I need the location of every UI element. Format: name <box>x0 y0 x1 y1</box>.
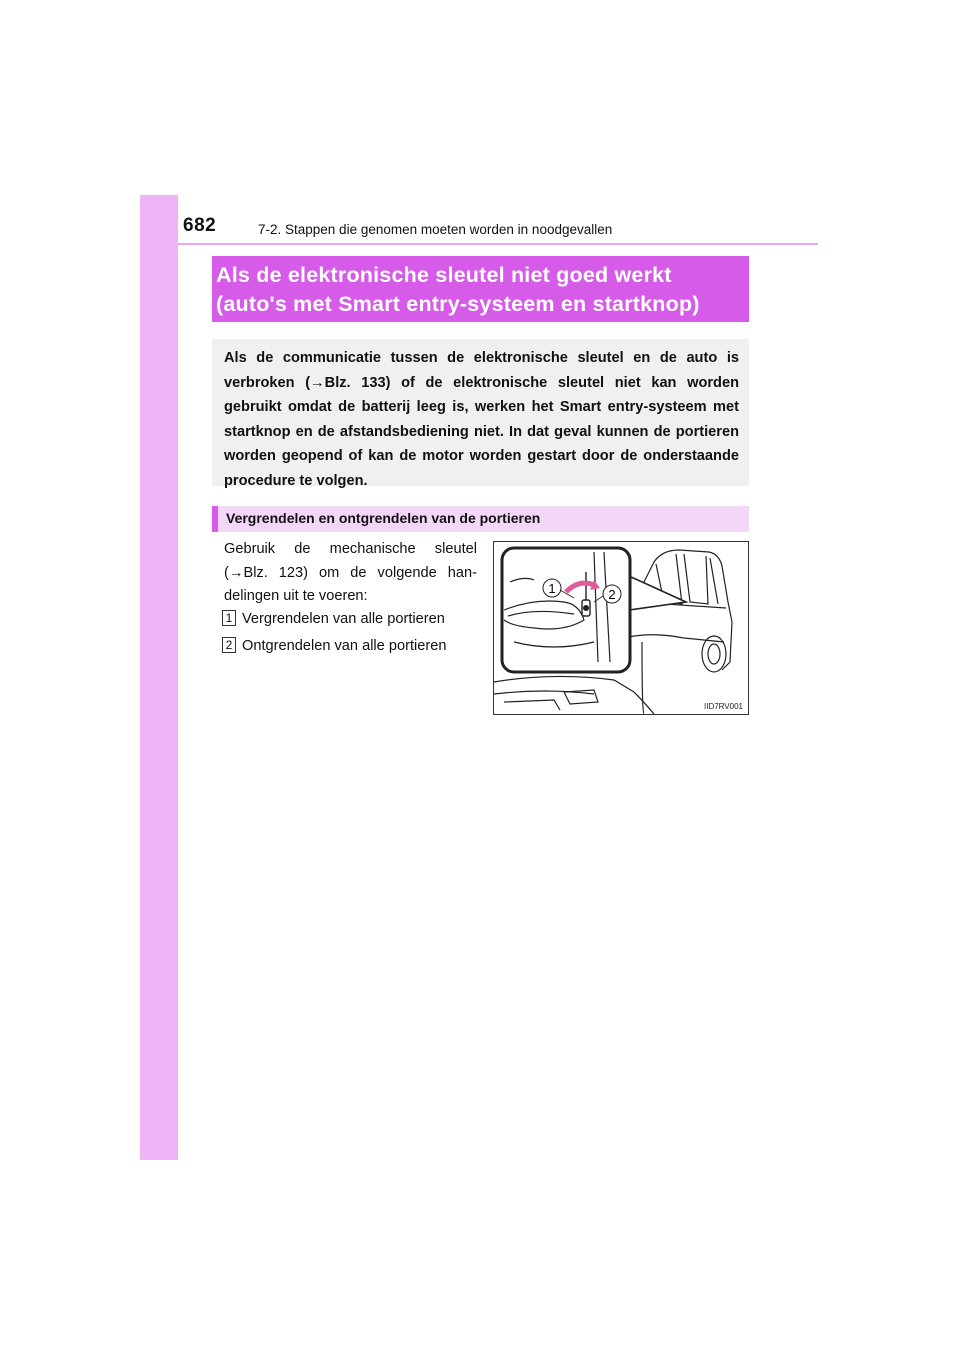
instruction-text: Gebruik de mechanische sleutel (→Blz. 123) om de volgende han-delingen uit te voeren: <box>224 541 477 604</box>
step-text: Ontgrendelen van alle portieren <box>242 638 447 654</box>
side-color-strip <box>140 195 178 1160</box>
car-door-key-svg <box>494 542 748 714</box>
step-text: Vergrendelen van alle portieren <box>242 611 445 627</box>
figure-code: IID7RV001 <box>704 702 743 711</box>
zoom-frame <box>502 548 630 672</box>
page-number: 682 <box>183 215 217 236</box>
step-2 <box>222 638 446 654</box>
title-banner <box>212 256 749 322</box>
door-lock-illustration <box>493 541 749 715</box>
subheading: Vergrendelen en ontgrendelen van de portieren <box>212 506 749 532</box>
intro-box: Als de communicatie tussen de elektronische sleutel en de auto is verbroken (→Blz. 133) of de elektronische sleutel niet kan worden gebruikt omdat de batterij leeg is, werken het Smart entry-systeem met startknop en de afstandsbediening niet. In dat geval kunnen de portieren worden geopend of kan de motor worden gestart door de onderstaande procedure te volgen. <box>212 339 749 486</box>
callout-2-label: 2 <box>608 587 616 602</box>
step-1 <box>222 611 445 627</box>
title-line-2: (auto's met Smart entry-systeem en startknop) <box>216 292 700 316</box>
step-number-badge: 1 <box>222 610 236 626</box>
header-rule <box>178 243 818 245</box>
title-line-1: Als de elektronische sleutel niet goed werkt <box>216 263 672 287</box>
section-title: 7-2. Stappen die genomen moeten worden in noodgevallen <box>258 222 613 237</box>
callout-1-label: 1 <box>548 581 556 596</box>
step-number-badge: 2 <box>222 637 236 653</box>
